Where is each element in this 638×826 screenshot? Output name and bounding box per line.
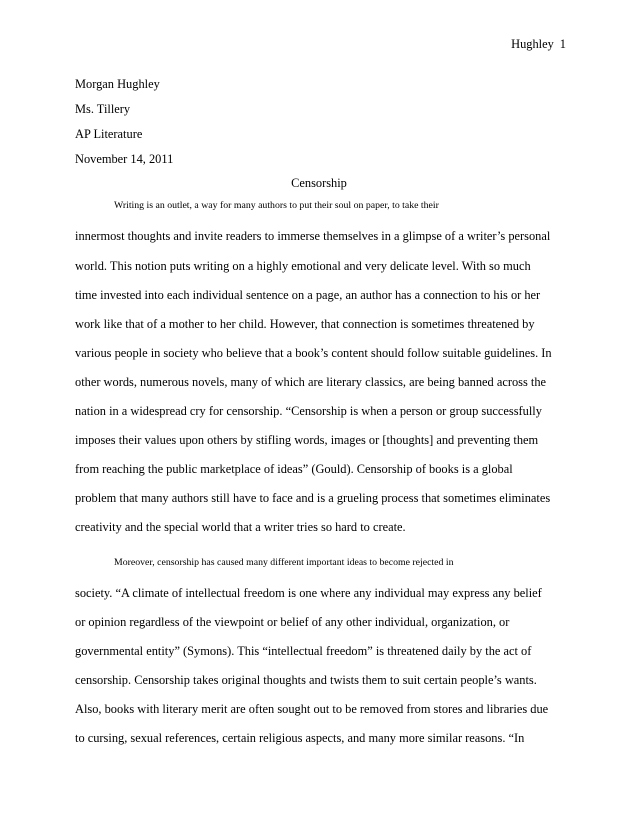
essay-title: Censorship (291, 176, 347, 190)
paragraph-line: world. This notion puts writing on a highly emotional and very delicate level. With so much (75, 259, 531, 273)
paragraph-line: innermost thoughts and invite readers to immerse themselves in a glimpse of a writer’s personal (75, 229, 551, 243)
paragraph-line: Writing is an outlet, a way for many authors to put their soul on paper, to take their (114, 200, 439, 211)
heading-date: November 14, 2011 (75, 152, 174, 166)
paragraph-line: Also, books with literary merit are often sought out to be removed from stores and libraries due (75, 702, 549, 716)
heading-student-name: Morgan Hughley (75, 77, 160, 91)
paragraph-line: other words, numerous novels, many of which are literary classics, are being banned across the (75, 375, 547, 389)
paragraph-line: time invested into each individual sentence on a page, an author has a connection to his or her (75, 288, 541, 302)
heading-teacher-name: Ms. Tillery (75, 102, 131, 116)
paragraph-line: nation in a widespread cry for censorship. “Censorship is when a person or group successfully (75, 404, 542, 418)
paragraph-line: from reaching the public marketplace of ideas” (Gould). Censorship of books is a global (75, 462, 513, 476)
paragraph-line: creativity and the special world that a writer tries so hard to create. (75, 520, 406, 534)
paragraph-line: or opinion regardless of the viewpoint or belief of any other individual, organization, or (75, 615, 510, 629)
paragraph-line: imposes their values upon others by stifling words, images or [thoughts] and preventing them (75, 433, 539, 447)
paragraph-line: to cursing, sexual references, certain religious aspects, and many more similar reasons. “In (75, 731, 525, 745)
heading-course: AP Literature (75, 127, 143, 141)
running-header (511, 37, 566, 52)
paragraph-line: society. “A climate of intellectual freedom is one where any individual may express any belief (75, 586, 542, 600)
header-page-number: 1 (559, 37, 566, 51)
paragraph-line: various people in society who believe that a book’s content should follow suitable guidelines. In (75, 346, 552, 360)
paragraph-line: Moreover, censorship has caused many different important ideas to become rejected in (114, 557, 454, 568)
header-author-surname: Hughley (511, 37, 554, 51)
paragraph-line: governmental entity” (Symons). This “intellectual freedom” is threatened daily by the act of (75, 644, 532, 658)
paragraph-line: censorship. Censorship takes original thoughts and twists them to suit certain people’s wants. (75, 673, 537, 687)
paragraph-line: problem that many authors still have to face and is a grueling process that sometimes eliminates (75, 491, 551, 505)
paragraph-line: work like that of a mother to her child. However, that connection is sometimes threatened by (75, 317, 535, 331)
